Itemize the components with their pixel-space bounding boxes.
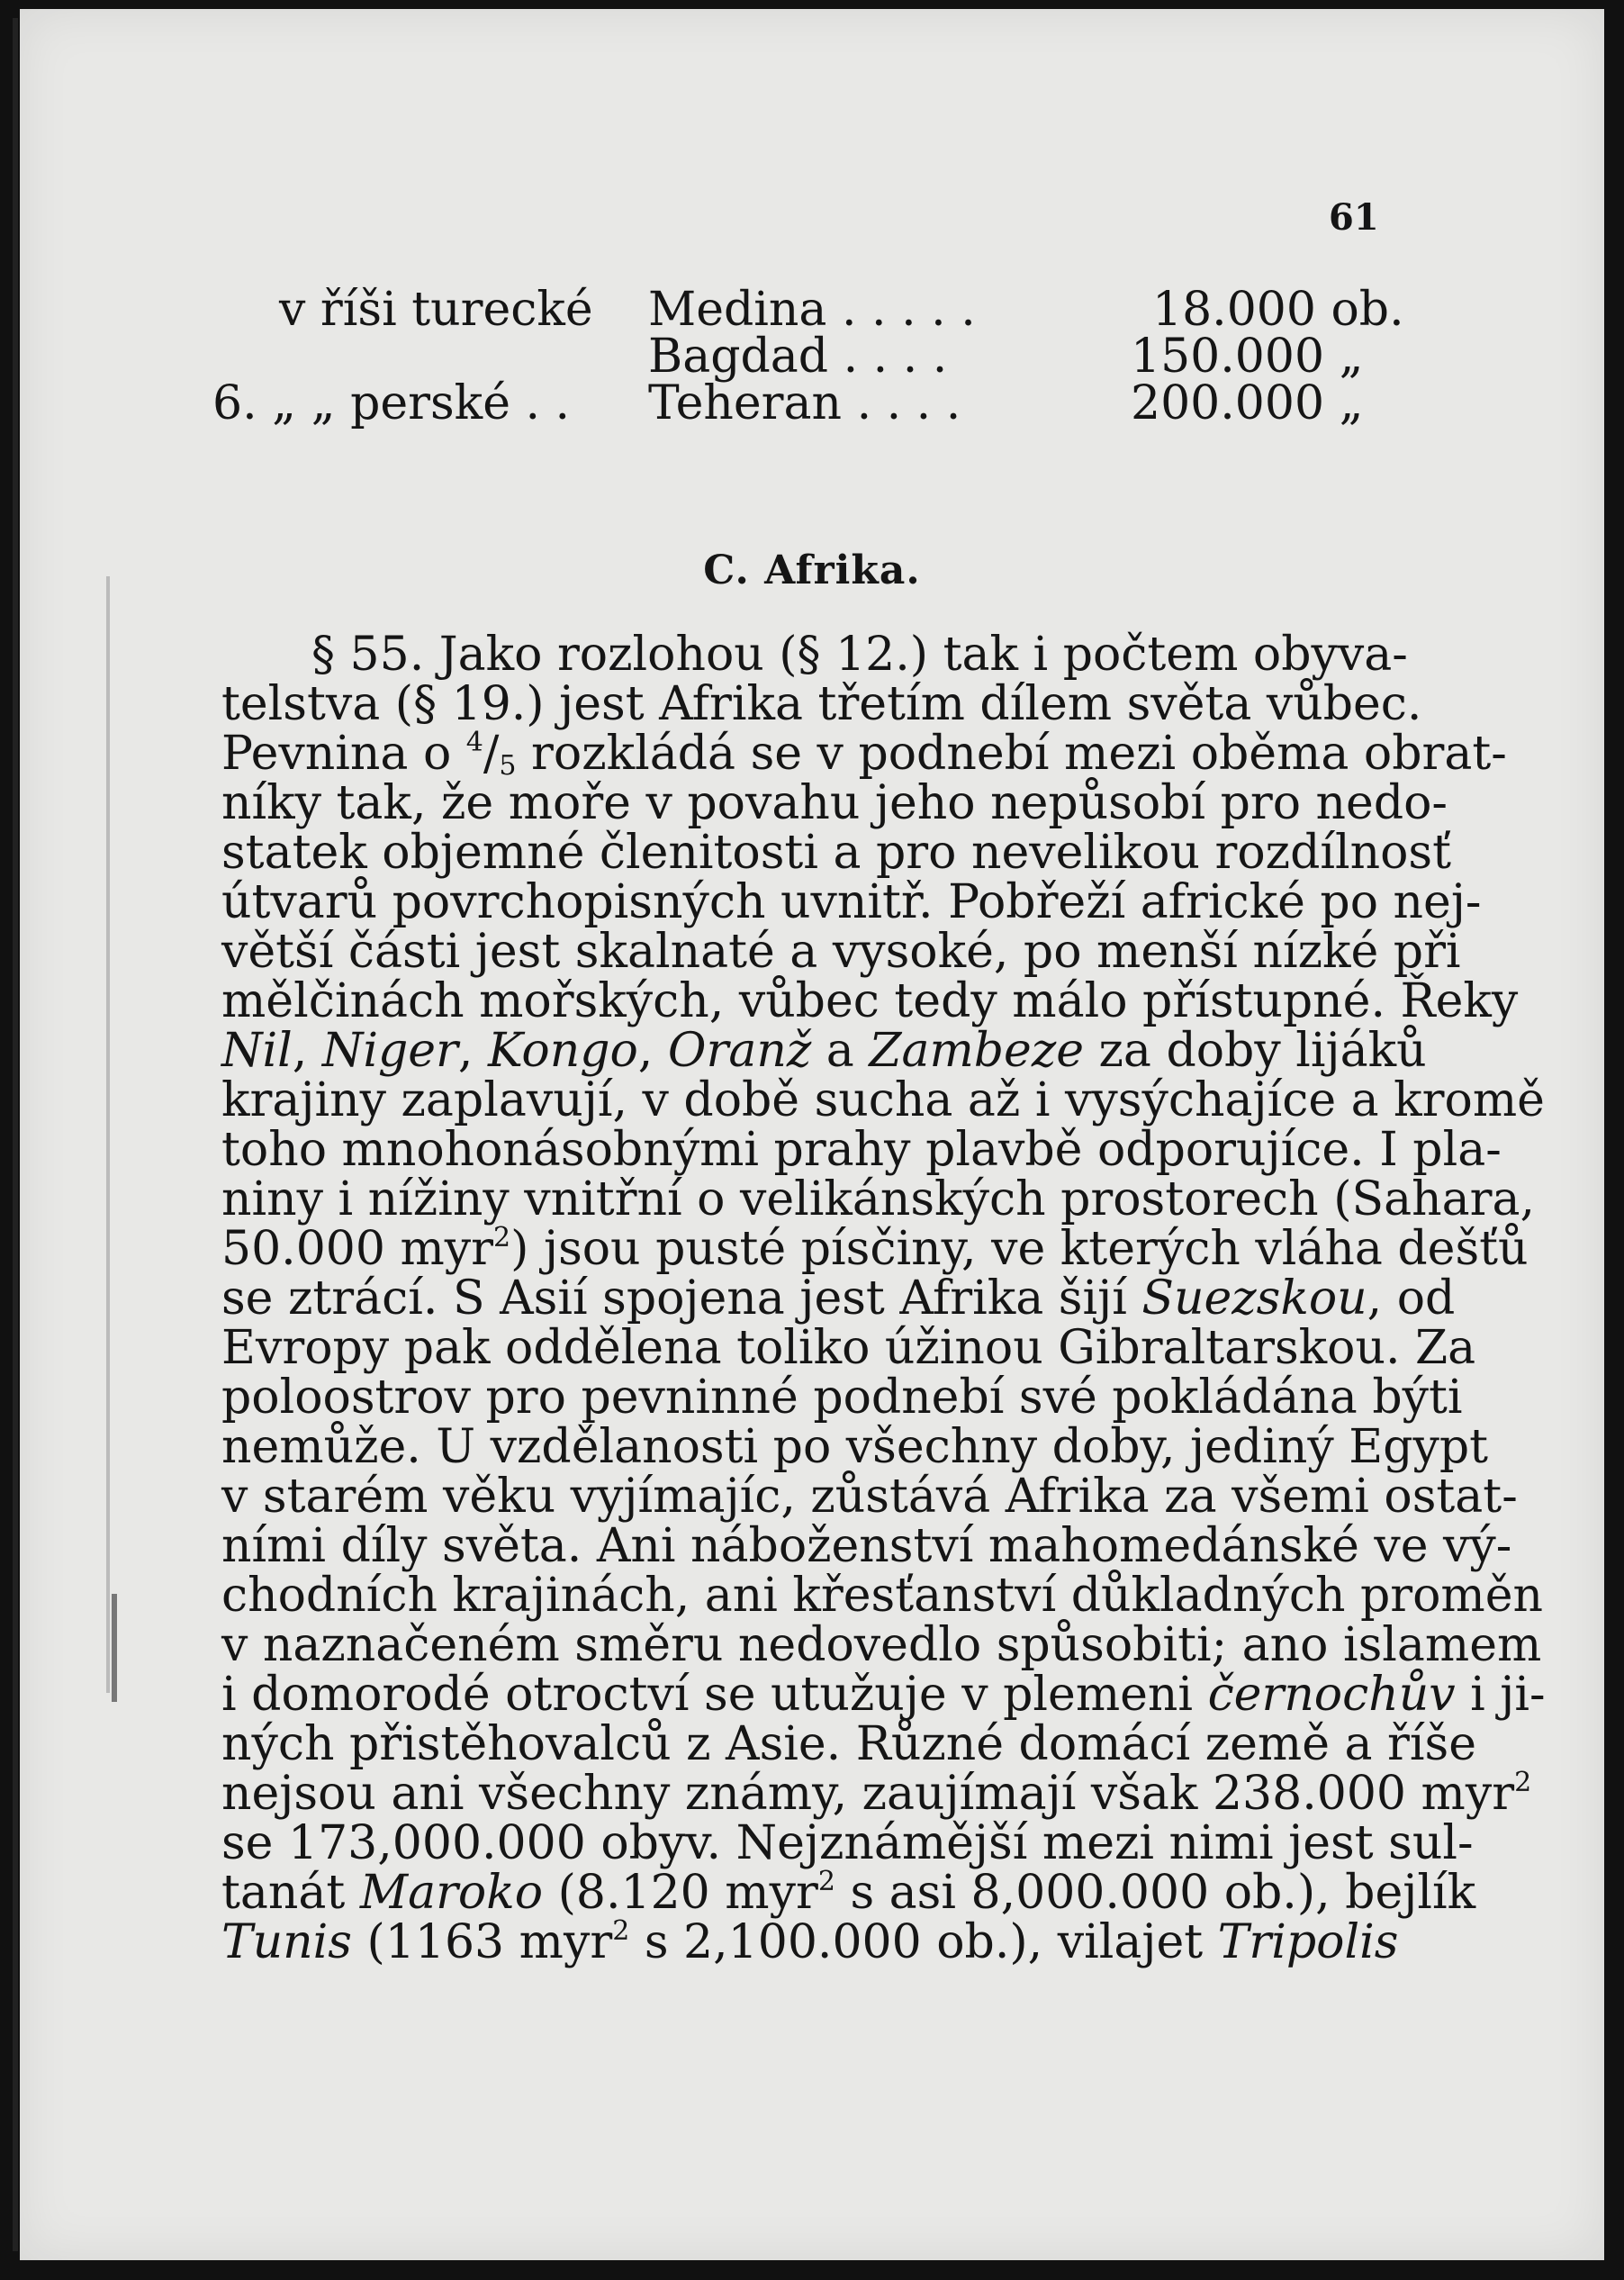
table-cell-region: 6. „ „ perské . . — [212, 376, 571, 430]
text-line: ných přistěhovalců z Asie. Různé domácí země a říše — [221, 1717, 1476, 1771]
table-cell-population: 18.000 ob. — [1152, 283, 1404, 337]
text-line: ními díly světa. Ani náboženství mahomedánské ve vý- — [221, 1519, 1512, 1573]
text-line: se 173,000.000 obyv. Nejznámější mezi nimi jest sul- — [221, 1816, 1474, 1870]
text-line: Nil, Niger, Kongo, Oranž a Zambeze za doby lijáků — [221, 1024, 1427, 1078]
table-cell-population: 150.000 „ — [1131, 330, 1364, 384]
text-line: Evropy pak oddělena toliko úžinou Gibraltarskou. Za — [221, 1321, 1476, 1375]
text-line: i domorodé otroctví se utužuje v plemeni černochův i ji- — [221, 1668, 1546, 1722]
text-line: niny i nížiny vnitřní o velikánských prostorech (Sahara, — [221, 1172, 1535, 1226]
table-row — [0, 376, 1624, 430]
text-line: mělčinách mořských, vůbec tedy málo přístupné. Řeky — [221, 974, 1519, 1028]
text-line: § 55. Jako rozlohou (§ 12.) tak i počtem obyva- — [311, 628, 1408, 682]
text-line: krajiny zaplavují, v době sucha až i vysýchajíce a kromě — [221, 1073, 1545, 1127]
table-cell-city: Medina . . . . . — [648, 283, 976, 337]
scan-artifact — [106, 576, 110, 1693]
scan-artifact — [112, 1594, 117, 1702]
text-line: v starém věku vyjímajíc, zůstává Afrika za všemi ostat- — [221, 1470, 1518, 1524]
table-row — [0, 330, 1624, 384]
table-cell-city: Teheran . . . . — [648, 376, 961, 430]
table-cell-region: v říši turecké — [279, 283, 593, 337]
text-line: toho mnohonásobnými prahy plavbě odporujíce. I pla- — [221, 1123, 1502, 1177]
text-line: v naznačeném směru nedovedlo spůsobiti; ano islamem — [221, 1618, 1542, 1672]
table-row — [0, 283, 1624, 337]
text-line: níky tak, že moře v povahu jeho nepůsobí pro nedo- — [221, 776, 1448, 830]
paragraph — [221, 628, 1546, 1969]
section-heading: C. Afrika. — [703, 547, 921, 593]
text-line: Pevnina o $^4/_5$ rozkládá se v podnebí mezi oběma obrat- — [221, 727, 1507, 782]
table-cell-city: Bagdad . . . . — [648, 330, 948, 384]
text-line: Tunis (1163 myr$^2$ s 2,100.000 ob.), vilajet Tripolis — [221, 1915, 1399, 1969]
text-line: telstva (§ 19.) jest Afrika třetím dílem světa vůbec. — [221, 677, 1422, 731]
page-number: 61 — [1329, 196, 1379, 239]
text-line: se ztrácí. S Asií spojena jest Afrika šijí Suezskou, od — [221, 1271, 1456, 1325]
table-cell-population: 200.000 „ — [1131, 376, 1364, 430]
text-line: větší části jest skalnaté a vysoké, po menší nízké při — [221, 925, 1461, 979]
text-line: útvarů povrchopisných uvnitř. Pobřeží africké po nej- — [221, 875, 1482, 929]
text-line: 50.000 myr$^2$) jsou pusté písčiny, ve kterých vláha dešťů — [221, 1222, 1529, 1276]
text-line: chodních krajinách, ani křesťanství důkladných proměn — [221, 1569, 1543, 1623]
text-line: nejsou ani všechny známy, zaujímají však 238.000 myr$^2$ — [221, 1767, 1532, 1821]
text-line: nemůže. U vzdělanosti po všechny doby, jediný Egypt — [221, 1420, 1489, 1474]
text-line: tanát Maroko (8.120 myr$^2$ s asi 8,000.000 ob.), bejlík — [221, 1866, 1476, 1920]
text-line: poloostrov pro pevninné podnebí své pokládána býti — [221, 1371, 1463, 1425]
text-line: statek objemné členitosti a pro nevelikou rozdílnosť — [221, 826, 1451, 880]
